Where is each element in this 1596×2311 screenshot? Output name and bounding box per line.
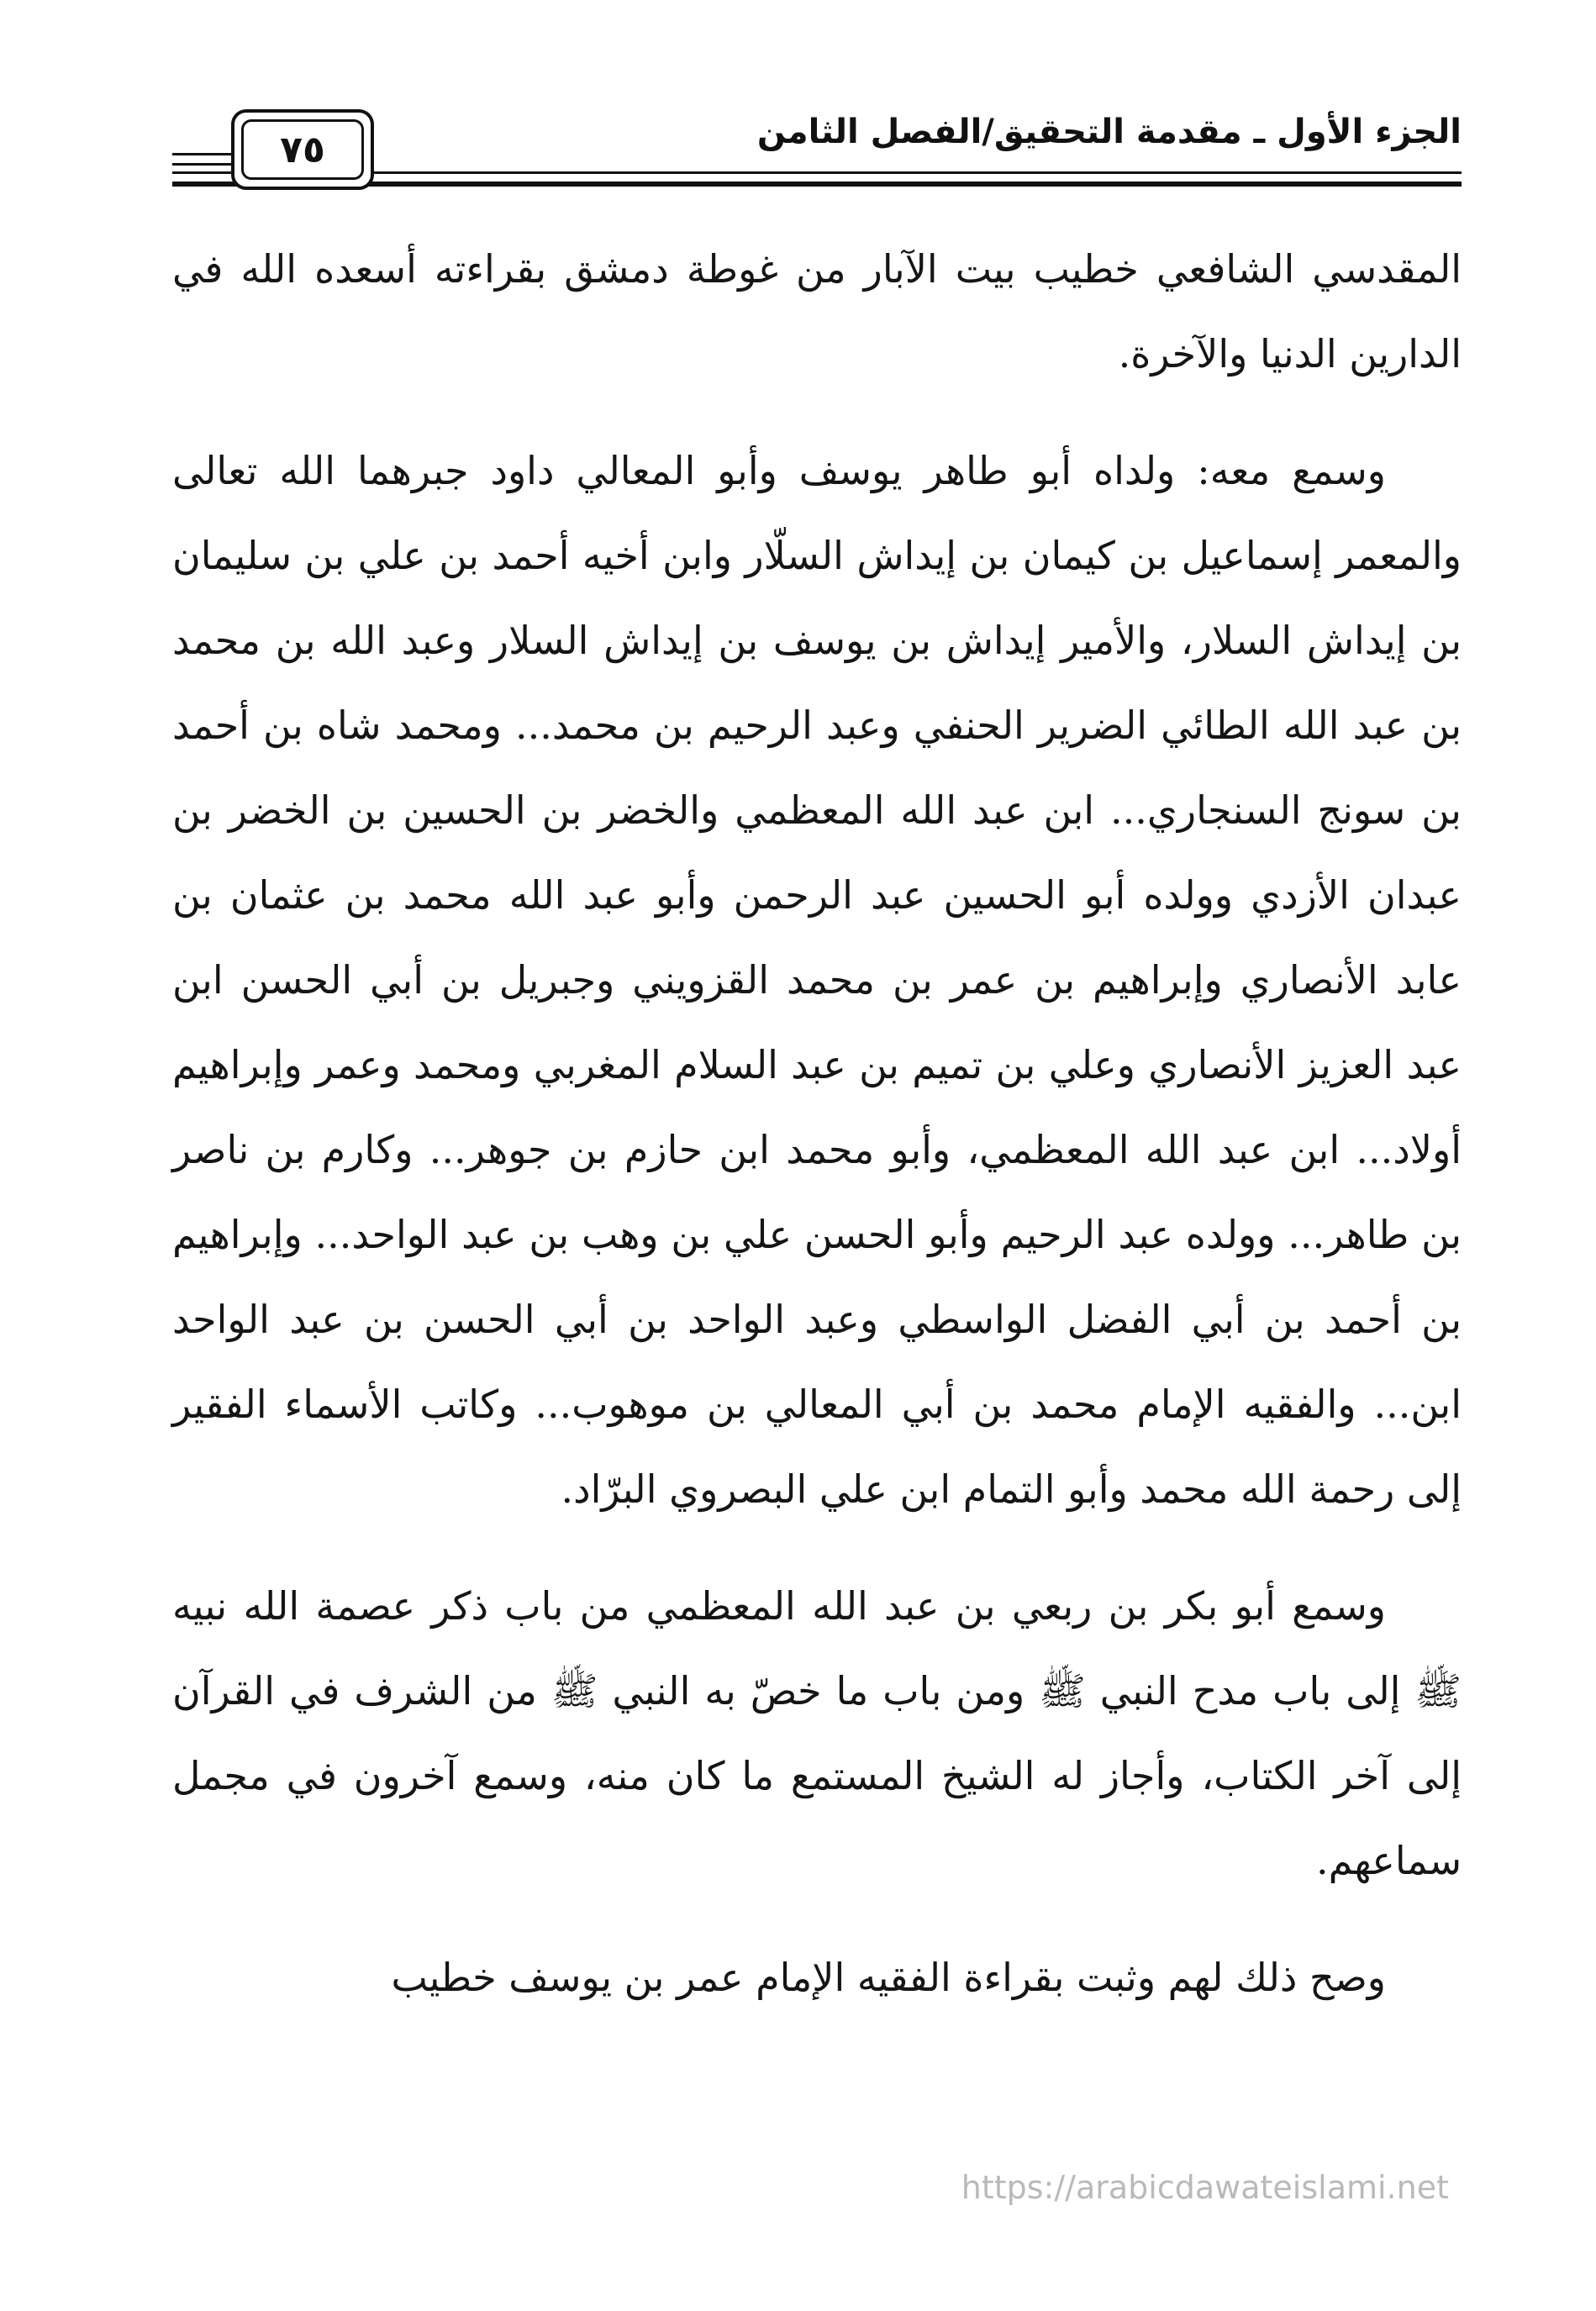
- paragraph-listeners: وسمع معه: ولداه أبو طاهر يوسف وأبو المعالي داود جبرهما الله تعالى والمعمر إسماعيل بن كيمان بن إيداش السلّار وابن أخيه أحمد بن علي بن سليمان بن إيداش السلار، والأمير إيداش بن يوسف بن إيداش السلار وعبد الله بن محمد بن عبد الله الطائي الضرير الحنفي وعبد الرحيم بن محمد... ومحمد شاه بن أحمد بن سونج السنجاري... ابن عبد الله المعظمي والخضر بن الحسين بن الخضر بن عبدان الأزدي وولده أبو الحسين عبد الرحمن وأبو عبد الله محمد بن عثمان بن عابد الأنصاري وإبراهيم بن عمر بن محمد القزويني وجبريل بن أبي الحسن ابن عبد العزيز الأنصاري وعلي بن تميم بن عبد السلام المغربي ومحمد وعمر وإبراهيم أولاد... ابن عبد الله المعظمي، وأبو محمد ابن حازم بن جوهر... وكارم بن ناصر بن طاهر... وولده عبد الرحيم وأبو الحسن علي بن وهب بن عبد الواحد... وإبراهيم بن أحمد بن أبي الفضل الواسطي وعبد الواحد بن أبي الحسن بن عبد الواحد ابن... والفقيه الإمام محمد بن أبي المعالي بن موهوب... وكاتب الأسماء الفقير إلى رحمة الله محمد وأبو التمام ابن علي البصروي البرّاد.: [172, 448, 1462, 1512]
- page-number-frame: [231, 109, 374, 190]
- running-title: الجزء الأول ـ مقدمة التحقيق/الفصل الثامن: [756, 113, 1462, 151]
- paragraph-abu-bakr: وسمع أبو بكر بن ربعي بن عبد الله المعظمي من باب ذكر عصمة الله نبيه ﷺ إلى باب مدح النبي ﷺ ومن باب ما خصّ به النبي ﷺ من الشرف في القرآن إلى آخر الكتاب، وأجاز له الشيخ المستمع ما كان منه، وسمع آخرون في مجمل سماعهم.: [172, 1583, 1462, 1883]
- site-watermark: https://arabicdawateislami.net: [961, 2169, 1449, 2206]
- paragraph-continuation: المقدسي الشافعي خطيب بيت الآبار من غوطة دمشق بقراءته أسعده الله في الدارين الدنيا والآخرة.: [172, 246, 1462, 376]
- paragraph-verification: وصح ذلك لهم وثبت بقراءة الفقيه الإمام عمر بن يوسف خطيب: [391, 1955, 1386, 2000]
- page-body: [172, 227, 1462, 2020]
- page-header: [172, 101, 1462, 193]
- header-rule-left-upper: [172, 153, 231, 155]
- header-rule-left-lower: [172, 163, 231, 166]
- page-number: ٧٥: [241, 119, 364, 180]
